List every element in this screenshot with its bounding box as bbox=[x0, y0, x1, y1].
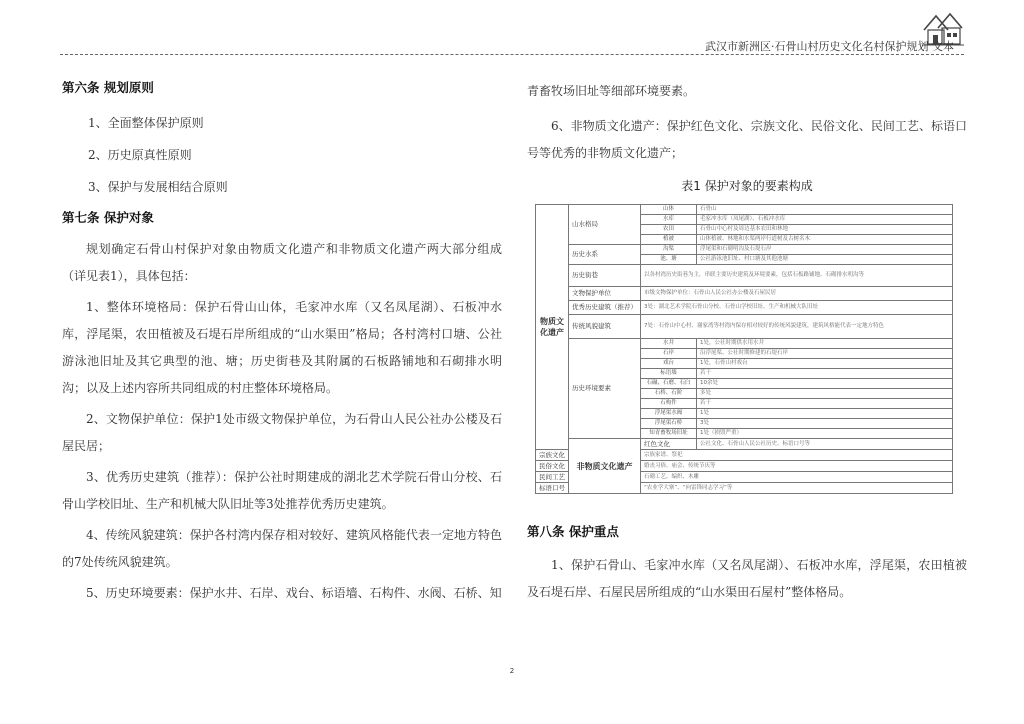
item-cell: 沟渠 bbox=[641, 245, 697, 255]
item-cell: 标语口号 bbox=[536, 483, 569, 494]
desc-cell: 沿浮尾渠、公社时期修建的石堤石岸 bbox=[697, 349, 953, 359]
category-intangible: 非物质文化遗产 bbox=[569, 439, 641, 494]
table-row bbox=[536, 439, 953, 450]
item-cell: 民俗文化 bbox=[536, 461, 569, 472]
item-cell: 植被 bbox=[641, 235, 697, 245]
desc-cell: 石砌工艺、编织、木雕 bbox=[641, 472, 953, 483]
article-6-heading: 第六条 规划原则 bbox=[62, 80, 154, 95]
protection-elements-table bbox=[535, 204, 953, 494]
desc-cell: 10余处 bbox=[697, 379, 953, 389]
desc-cell: 7处：石骨山中心村、谢家湾等村湾内保存相对较好的传统风貌建筑，建筑风格能代表一定地方特色 bbox=[641, 315, 953, 339]
article-8-heading: 第八条 保护重点 bbox=[527, 524, 619, 539]
item-cell: 石构件 bbox=[641, 399, 697, 409]
desc-cell: 浮尾渠和石砌明沟及石堤石岸 bbox=[697, 245, 953, 255]
desc-cell: 1处，公社时期供水用水井 bbox=[697, 339, 953, 349]
table-row bbox=[536, 205, 953, 215]
item-cell: 戏台 bbox=[641, 359, 697, 369]
item-cell: 标语墙 bbox=[641, 369, 697, 379]
group-label: 历史街巷 bbox=[569, 265, 641, 287]
desc-cell: 宗族家谱、祭祀 bbox=[641, 450, 953, 461]
header-title: 武汉市新洲区·石骨山村历史文化名村保护规划 文本 bbox=[705, 40, 954, 53]
body-paragraph: 3、优秀历史建筑（推荐）：保护公社时期建成的湖北艺术学院石骨山分校、石骨山学校旧址、生产和机械大队旧址等3处推荐优秀历史建筑。 bbox=[62, 470, 502, 511]
group-label: 山水格局 bbox=[569, 205, 641, 245]
desc-cell: 1处（损毁严重） bbox=[697, 429, 953, 439]
desc-cell: 婚丧习俗、庙会、传统节庆等 bbox=[641, 461, 953, 472]
category-material: 物质文化遗产 bbox=[536, 205, 569, 450]
item-cell: 民间工艺 bbox=[536, 472, 569, 483]
desc-cell: 公社文化、石骨山人民公社历史、标语口号等 bbox=[697, 439, 953, 450]
item-cell: 山体 bbox=[641, 205, 697, 215]
item-cell: 知青畜牧场旧址 bbox=[641, 429, 697, 439]
item-cell: 农田 bbox=[641, 225, 697, 235]
desc-cell: 3处：湖北艺术学院石骨山分校、石骨山学校旧址、生产和机械大队旧址 bbox=[641, 301, 953, 315]
body-paragraph: 青畜牧场旧址等细部环境要素。 bbox=[527, 84, 696, 98]
article-7-heading: 第七条 保护对象 bbox=[62, 210, 154, 225]
desc-cell: 市级文物保护单位：石骨山人民公社办公楼及石屋民居 bbox=[641, 287, 953, 301]
desc-cell: 公社游泳池旧址、村口塘及其他池塘 bbox=[697, 255, 953, 265]
item-cell: 宗族文化 bbox=[536, 450, 569, 461]
table-row bbox=[536, 265, 953, 287]
desc-cell: 毛家冲水库（凤尾湖）、石板冲水库 bbox=[697, 215, 953, 225]
desc-cell: 石骨山 bbox=[697, 205, 953, 215]
desc-cell: 多处 bbox=[697, 389, 953, 399]
desc-cell: 石骨山中心村及周边基本农田和林地 bbox=[697, 225, 953, 235]
item-cell: 石桥、石阶 bbox=[641, 389, 697, 399]
desc-cell: 1处 bbox=[697, 409, 953, 419]
table-caption: 表1 保护对象的要素构成 bbox=[681, 179, 813, 193]
item-cell: 浮尾渠水阀 bbox=[641, 409, 697, 419]
desc-cell: 若干 bbox=[697, 369, 953, 379]
principle-item: 1、全面整体保护原则 bbox=[88, 116, 204, 130]
table-row bbox=[536, 339, 953, 349]
group-label: 历史水系 bbox=[569, 245, 641, 265]
right-column bbox=[527, 78, 967, 606]
item-cell: 水库 bbox=[641, 215, 697, 225]
body-paragraph: 5、历史环境要素：保护水井、石岸、戏台、标语墙、石构件、水阀、石桥、知 bbox=[86, 586, 502, 600]
item-cell: 浮尾渠石桥 bbox=[641, 419, 697, 429]
item-cell: 红色文化 bbox=[641, 439, 697, 450]
group-label: 历史环境要素 bbox=[569, 339, 641, 439]
body-paragraph: 6、非物质文化遗产：保护红色文化、宗族文化、民俗文化、民间工艺、标语口号等优秀的非物质文化遗产； bbox=[527, 119, 967, 160]
desc-cell: 山体植被、林地和水渠两岸行道树及古树名木 bbox=[697, 235, 953, 245]
item-cell: 水井 bbox=[641, 339, 697, 349]
page-number: 2 bbox=[509, 667, 515, 675]
page-header bbox=[60, 10, 964, 56]
body-paragraph: 4、传统风貌建筑：保护各村湾内保存相对较好、建筑风格能代表一定地方特色的7处传统风貌建筑。 bbox=[62, 528, 502, 569]
item-cell: 池、塘 bbox=[641, 255, 697, 265]
desc-cell: 若干 bbox=[697, 399, 953, 409]
principle-item: 3、保护与发展相结合原则 bbox=[88, 180, 228, 194]
item-cell: 石岸 bbox=[641, 349, 697, 359]
principle-item: 2、历史原真性原则 bbox=[88, 148, 192, 162]
table-row bbox=[536, 245, 953, 255]
body-paragraph: 规划确定石骨山村保护对象由物质文化遗产和非物质文化遗产两大部分组成（详见表1），具体包括： bbox=[62, 242, 502, 283]
header-rule bbox=[60, 54, 964, 55]
desc-cell: 1处，石骨山村戏台 bbox=[697, 359, 953, 369]
body-paragraph: 2、文物保护单位：保护1处市级文物保护单位，为石骨山人民公社办公楼及石屋民居； bbox=[62, 412, 502, 453]
left-column bbox=[62, 78, 502, 607]
desc-cell: 3处 bbox=[697, 419, 953, 429]
group-label: 传统风貌建筑 bbox=[569, 315, 641, 339]
body-paragraph: 1、整体环境格局：保护石骨山山体，毛家冲水库（又名凤尾湖）、石板冲水库，浮尾渠，农田植被及石堤石岸所组成的“山水渠田”格局；各村湾村口塘、公社游泳池旧址及其它典型的池、塘；历史街巷及其附属的石板路铺地和石砌排水明沟；以及上述内容所共同组成的村庄整体环境格局。 bbox=[62, 300, 502, 395]
table-row bbox=[536, 287, 953, 301]
table-row bbox=[536, 315, 953, 339]
desc-cell: “农业学大寨”、“向雷锋同志学习”等 bbox=[641, 483, 953, 494]
table-row bbox=[536, 301, 953, 315]
group-label: 文物保护单位 bbox=[569, 287, 641, 301]
body-paragraph: 1、保护石骨山、毛家冲水库（又名凤尾湖）、石板冲水库，浮尾渠，农田植被及石堤石岸、石屋民居所组成的“山水渠田石屋村”整体格局。 bbox=[527, 558, 967, 599]
item-cell: 石碾、石磨、石臼 bbox=[641, 379, 697, 389]
group-label: 优秀历史建筑（推荐） bbox=[569, 301, 641, 315]
desc-cell: 以各村湾历史街巷为主，串联主要历史建筑及环境要素，包括石板路铺地、石砌排水明沟等 bbox=[641, 265, 953, 287]
